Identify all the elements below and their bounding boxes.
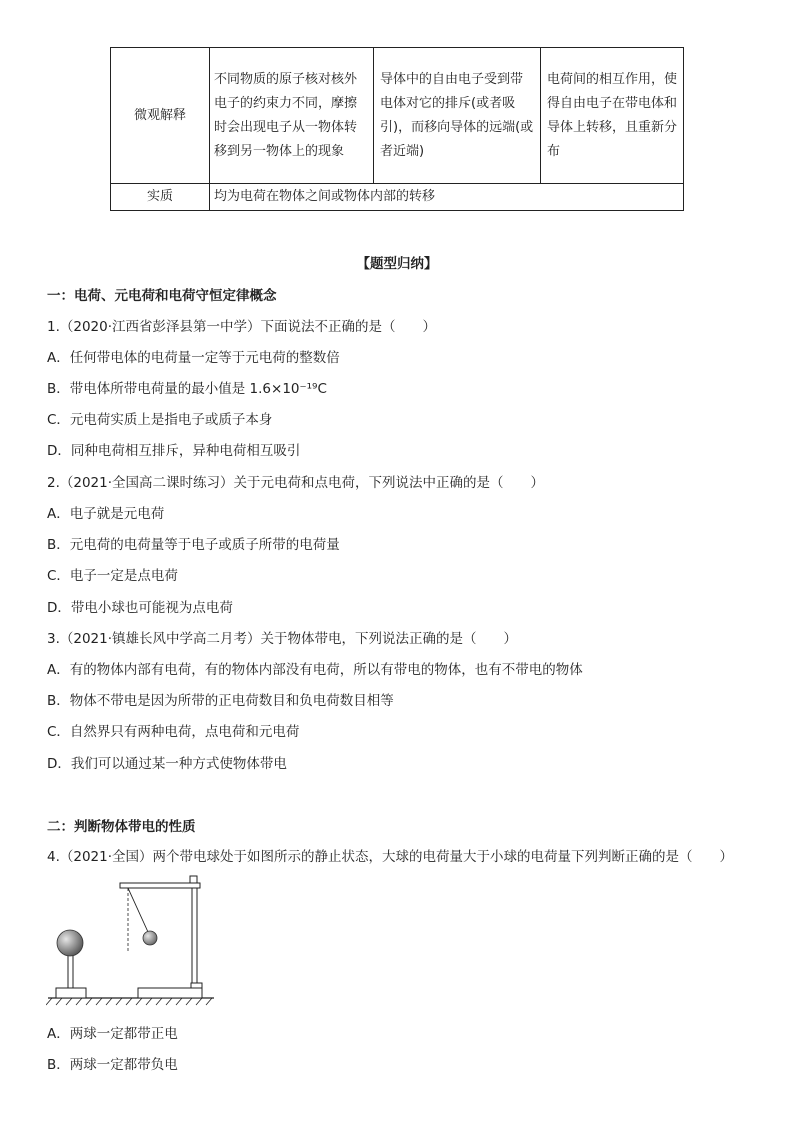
question-stem: 3.（2021·镇雄长风中学高二月考）关于物体带电，下列说法正确的是（ ） (47, 631, 518, 647)
option-a: A．有的物体内部有电荷，有的物体内部没有电荷，所以有带电的物体，也有不带电的物体 (47, 662, 583, 678)
section-title: 一：电荷、元电荷和电荷守恒定律概念 (47, 288, 277, 304)
option-a: A．两球一定都带正电 (47, 1026, 178, 1042)
table-cell: 导体中的自由电子受到带电体对它的排斥(或者吸引)，而移向导体的远端(或者近端) (374, 48, 541, 184)
small-ball (143, 931, 157, 945)
question-stem: 2.（2021·全国高二课时练习）关于元电荷和点电荷，下列说法中正确的是（ ） (47, 475, 545, 491)
option-d: D．带电小球也可能视为点电荷 (47, 600, 233, 616)
charged-balls-figure (46, 868, 216, 1008)
table-cell-label: 实质 (111, 184, 210, 211)
table-row (111, 48, 684, 184)
large-ball-base (56, 988, 86, 998)
comparison-table (110, 47, 684, 211)
option-a: A．任何带电体的电荷量一定等于元电荷的整数倍 (47, 350, 340, 366)
option-b: B．物体不带电是因为所带的正电荷数目和负电荷数目相等 (47, 693, 394, 709)
question-stem: 1.（2020·江西省彭泽县第一中学）下面说法不正确的是（ ） (47, 319, 437, 335)
option-d: D．我们可以通过某一种方式使物体带电 (47, 756, 287, 772)
ground-hatch (46, 998, 212, 1005)
table-cell: 不同物质的原子核对核外电子的约束力不同，摩擦时会出现电子从一物体转移到另一物体上的现象 (210, 48, 374, 184)
option-b: B．元电荷的电荷量等于电子或质子所带的电荷量 (47, 537, 340, 553)
section-heading: 【题型归纳】 (356, 256, 438, 272)
option-d: D．同种电荷相互排斥，异种电荷相互吸引 (47, 443, 301, 459)
option-a: A．电子就是元电荷 (47, 506, 165, 522)
table-cell-label: 微观解释 (111, 48, 210, 184)
frame-base (138, 988, 202, 998)
table-cell: 均为电荷在物体之间或物体内部的转移 (210, 184, 684, 211)
frame-arm (120, 883, 200, 888)
option-c: C．元电荷实质上是指电子或质子本身 (47, 412, 273, 428)
option-c: C．电子一定是点电荷 (47, 568, 178, 584)
table-cell: 电荷间的相互作用，使得自由电子在带电体和导体上转移，且重新分布 (541, 48, 684, 184)
option-b: B．两球一定都带负电 (47, 1057, 178, 1073)
option-b: B．带电体所带电荷量的最小值是 1.6×10⁻¹⁹C (47, 381, 327, 397)
thread (128, 888, 148, 932)
large-ball (57, 930, 83, 956)
question-stem: 4.（2021·全国）两个带电球处于如图所示的静止状态，大球的电荷量大于小球的电荷量下列判断正确的是（ ） (47, 849, 734, 865)
option-c: C．自然界只有两种电荷，点电荷和元电荷 (47, 724, 300, 740)
table-row (111, 184, 684, 211)
section-title: 二：判断物体带电的性质 (47, 819, 196, 835)
